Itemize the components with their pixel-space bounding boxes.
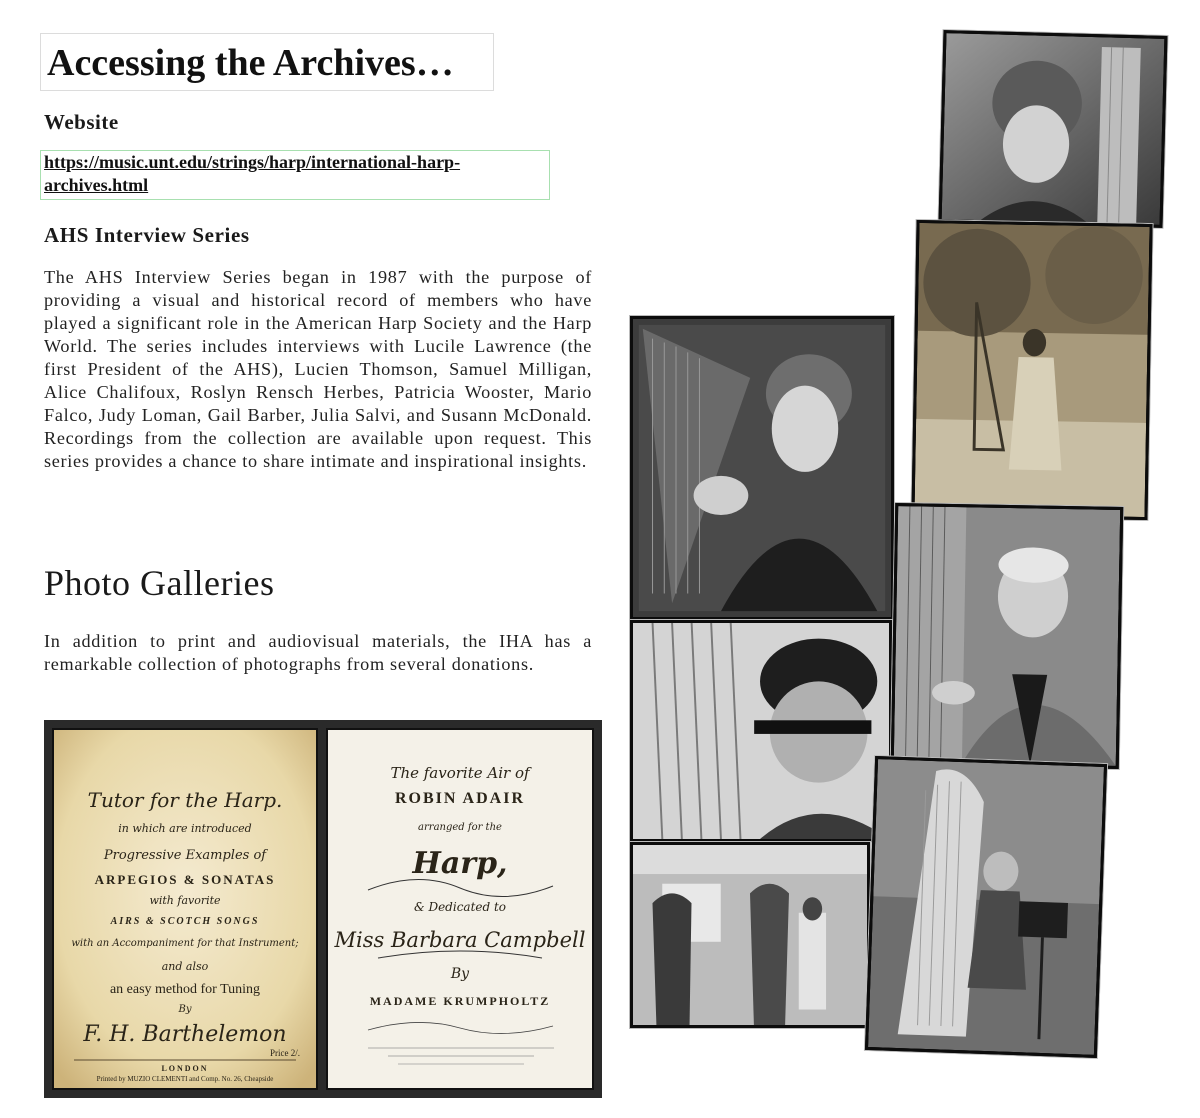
tutor-for-harp-title-page bbox=[52, 728, 318, 1090]
ahs-heading: AHS Interview Series bbox=[44, 223, 250, 247]
harpist-graphic bbox=[633, 319, 891, 617]
photo-woman-harp-garden bbox=[911, 220, 1152, 520]
robin-line3: arranged for the bbox=[418, 822, 502, 833]
photo-boy-with-harp bbox=[630, 620, 892, 842]
tutor-line9: an easy method for Tuning bbox=[109, 982, 261, 997]
ahs-paragraph: The AHS Interview Series began in 1987 with the purpose of providing a visual and historical record of members who have played a significant role in the American Harp Society and the Harp World. The series includes interviews with Lucile Lawrence (the first President of the AHS), Lucien Thomson, Samuel Milligan, Alice Chalifoux, Roslyn Rensch Herbes, Patricia Wooster, Mario Falco, Judy Loman, Gail Barber, Julia Salvi, and Susann McDonald. Recordings from the collection are available upon request. This series provides a chance to share intimate and inspirational insights. bbox=[44, 267, 592, 471]
tutor-line10: By bbox=[178, 1004, 192, 1015]
website-url-link[interactable] bbox=[44, 152, 460, 195]
website-heading: Website bbox=[44, 110, 119, 134]
robin-line6: Miss Barbara Campbell bbox=[334, 928, 586, 952]
tutor-line7: with an Accompaniment for that Instrument; bbox=[71, 938, 299, 949]
website-url-box bbox=[40, 150, 550, 200]
website-url-line1: https://music.unt.edu/strings/harp/international-harp- bbox=[44, 152, 461, 172]
tutor-price: Price 2/. bbox=[270, 1048, 300, 1058]
tutor-line12: LONDON bbox=[161, 1064, 209, 1073]
tutor-author: F. H. Barthelemon bbox=[83, 1022, 287, 1047]
portrait-graphic bbox=[942, 33, 1165, 225]
tutor-title: Tutor for the Harp. bbox=[87, 788, 283, 812]
tutor-line8: and also bbox=[161, 960, 209, 973]
tutor-line3: Progressive Examples of bbox=[103, 848, 267, 863]
harp-stand-graphic bbox=[868, 759, 1104, 1055]
photo-galleries-paragraph: In addition to print and audiovisual materials, the IHA has a remarkable collection of photographs from several donations. bbox=[44, 631, 592, 674]
man-harpist-graphic bbox=[894, 506, 1120, 766]
robin-line5: & Dedicated to bbox=[413, 900, 507, 914]
boy-graphic bbox=[633, 623, 889, 839]
photo-galleries-heading: Photo Galleries bbox=[44, 563, 275, 603]
robin-adair-title-page bbox=[326, 728, 594, 1090]
robin-line4: Harp, bbox=[412, 846, 508, 881]
page-title: Accessing the Archives… bbox=[40, 33, 494, 91]
robin-line1: The favorite Air of bbox=[390, 764, 530, 782]
photo-man-playing-harp bbox=[891, 503, 1124, 769]
robin-line7: By bbox=[450, 966, 470, 982]
garden-graphic bbox=[914, 223, 1149, 517]
tutor-line13: Printed by MUZIO CLEMENTI and Comp. No. 26, Cheapside bbox=[96, 1075, 274, 1083]
photo-woman-harp-music-stand bbox=[865, 756, 1107, 1058]
tutor-line2: in which are introduced bbox=[118, 822, 252, 835]
photo-harps-in-room bbox=[630, 842, 870, 1028]
robin-line8: MADAME KRUMPHOLTZ bbox=[369, 994, 551, 1008]
photo-woman-playing-harp bbox=[630, 316, 894, 620]
website-url-line2: archives.html bbox=[44, 175, 149, 195]
photo-woman-smiling-with-harp bbox=[939, 30, 1168, 228]
tutor-line4: ARPEGIOS & SONATAS bbox=[94, 872, 276, 887]
room-graphic bbox=[633, 845, 867, 1025]
tutor-line5: with favorite bbox=[149, 894, 221, 907]
engraving-plates bbox=[44, 720, 602, 1098]
tutor-line6: AIRS & SCOTCH SONGS bbox=[110, 916, 260, 927]
robin-line2: ROBIN ADAIR bbox=[394, 790, 525, 807]
